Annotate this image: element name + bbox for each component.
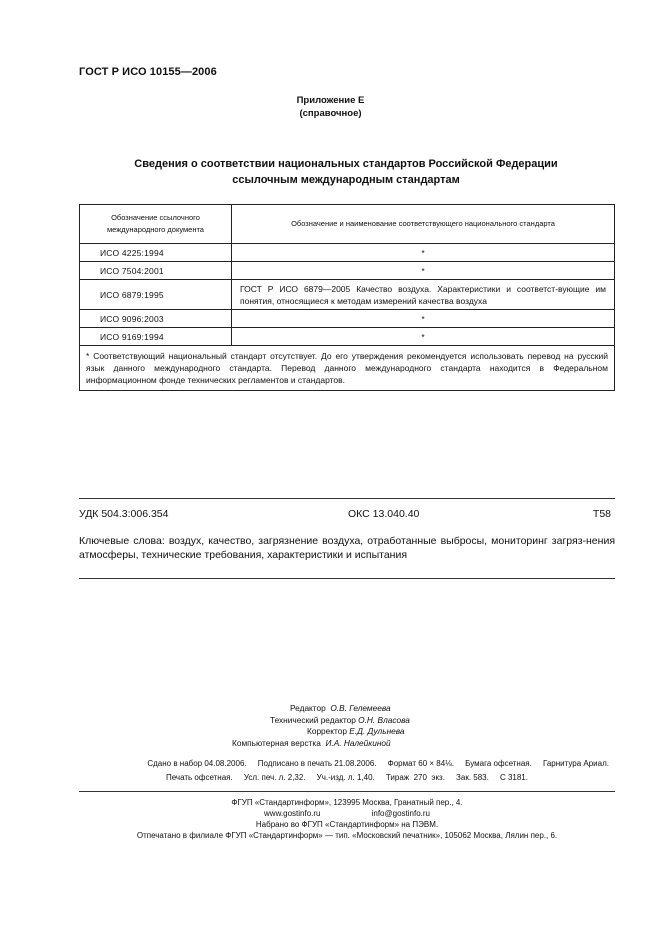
credit-person: Е.Д. Дульнева: [349, 726, 405, 736]
table-row: [80, 328, 615, 346]
national-standard-cell: *: [232, 310, 615, 328]
classifier-code: Т58: [592, 508, 611, 520]
section-heading-line2: ссылочным международным стандартам: [232, 174, 460, 186]
reference-document-cell: ИСО 4225:1994: [80, 244, 232, 262]
publication-line1: Сдано в набор 04.08.2006. Подписано в печать 21.08.2006. Формат 60 × 84⅛. Бумага офсетная. Гарнитура Ариал.: [147, 759, 609, 768]
credit-label: Редактор: [290, 703, 326, 713]
reference-document-cell: ИСО 9096:2003: [80, 310, 232, 328]
national-standard-cell: ГОСТ Р ИСО 6879—2005 Качество воздуха. Характеристики и соответст-вующие им понятия, относящиеся к методам измерений качества воздуха: [232, 280, 615, 310]
table-header-row: [80, 205, 615, 244]
credit-person: О.В. Гелемеева: [330, 703, 391, 713]
national-standard-cell: *: [232, 262, 615, 280]
reference-document-cell: ИСО 6879:1995: [80, 280, 232, 310]
table-footnote: * Соответствующий национальный стандарт отсутствует. До его утверждения рекомендуется использовать перевод на русский язык данного международного стандарта. Перевод данного международного стандарта находится в Федеральном информационном фонде технических регламентов и стандартов.: [80, 346, 615, 391]
national-standard-cell: *: [232, 244, 615, 262]
credit-layout: [180, 738, 560, 750]
oks-code: ОКС 13.040.40: [348, 508, 420, 520]
divider: [79, 791, 615, 792]
reference-document-cell: ИСО 9169:1994: [80, 328, 232, 346]
credit-person: И.А. Налейкиной: [325, 737, 391, 748]
column-header-national-standard: Обозначение и наименование соответствующего национального стандарта: [232, 205, 615, 244]
credit-label: Компьютерная верстка: [232, 737, 321, 748]
udk-code: УДК 504.3:006.354: [79, 508, 169, 520]
footer-typeset: Набрано во ФГУП «Стандартинформ» на ПЭВМ.: [255, 820, 439, 829]
appendix-type: (справочное): [299, 108, 362, 119]
credits-block: [180, 703, 560, 749]
credit-editor: [180, 703, 560, 715]
national-standard-cell: *: [232, 328, 615, 346]
correspondence-table: [79, 204, 615, 391]
section-heading-line1: Сведения о соответствии национальных стандартов Российской Федерации: [134, 158, 558, 170]
divider: [79, 578, 615, 579]
reference-document-cell: ИСО 7504:2001: [80, 262, 232, 280]
credit-corrector: [180, 726, 560, 738]
credit-tech-editor: [180, 715, 560, 727]
table-row: [80, 262, 615, 280]
footer-publisher: ФГУП «Стандартинформ», 123995 Москва, Гранатный пер., 4.: [231, 798, 463, 807]
credit-label: Корректор: [307, 726, 347, 736]
table-row: [80, 310, 615, 328]
table-row: [80, 280, 615, 310]
credit-person: О.Н. Власова: [358, 714, 410, 725]
table-note-row: [80, 346, 615, 391]
table-row: [80, 244, 615, 262]
appendix-label: Приложение Е: [296, 95, 365, 106]
document-standard-id: ГОСТ Р ИСО 10155—2006: [79, 66, 217, 78]
divider: [79, 498, 615, 499]
credit-label: Технический редактор: [270, 714, 356, 725]
footer-web: www.gostinfo.ru info@gostinfo.ru: [264, 809, 430, 818]
footer-printed: Отпечатано в филиале ФГУП «Стандартинформ» — тип. «Московский печатник», 105062 Москва, Лялин пер., 6.: [136, 831, 558, 840]
publication-line2: Печать офсетная. Усл. печ. л. 2,32. Уч.-изд. л. 1,40. Тираж 270 экз. Зак. 583. С 3181.: [166, 773, 528, 782]
keywords: Ключевые слова: воздух, качество, загрязнение воздуха, отработанные выбросы, мониторинг загряз-нения атмосферы, технические требования, характеристики и испытания: [79, 535, 615, 561]
column-header-reference-document: Обозначение ссылочного международного документа: [80, 205, 232, 244]
